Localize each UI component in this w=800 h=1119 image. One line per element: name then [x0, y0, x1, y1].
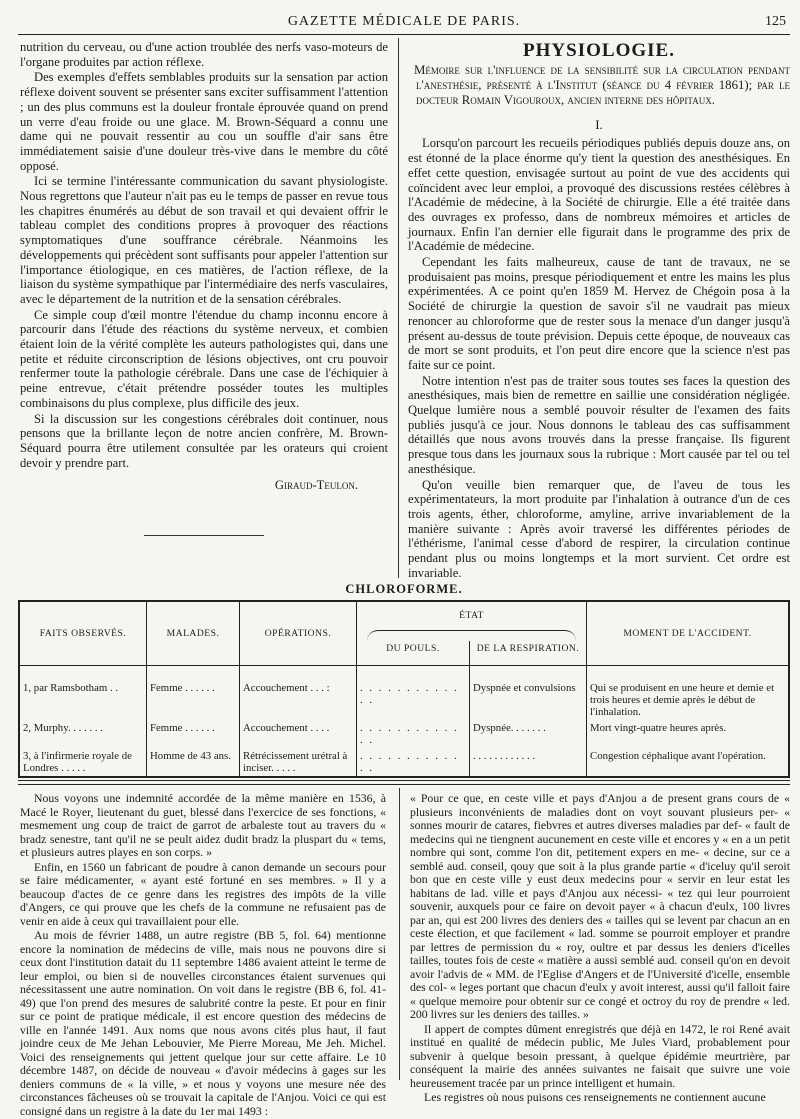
- running-title: GAZETTE MÉDICALE DE PARIS.: [287, 14, 521, 29]
- column-divider: [399, 788, 400, 1080]
- column-divider: [398, 38, 399, 578]
- cell-faits: 3, à l'infirmerie royale de Londres . . . . .: [19, 748, 147, 777]
- feuilleton-rule: [18, 780, 790, 785]
- cell-respiration: Dyspnée et convulsions: [470, 680, 587, 720]
- cell-malades: Femme . . . . . .: [147, 720, 240, 748]
- cell-operations: Accouchement . . . .: [240, 720, 357, 748]
- paragraph: Lorsqu'on parcourt les recueils périodiques publiés depuis douze ans, on est étonné de la place énorme qu'y tient la question des anesthésiques. En effet cette question, envisagée surtout au point de vue des accidents qui coïncident avec leur emploi, a provoqué des discussions restées célèbres à l'Académie de médecine, à la Société de chirurgie. Elle a été traitée dans des ouvrages ex professo, dans de nombreux mémoires et articles de journaux. Enfin l'an dernier elle figurait dans le programme des prix de l'Académie de médecine.: [408, 136, 790, 254]
- paragraph: « Pour ce que, en ceste ville et pays d'Anjou a de present grans cours de « plusieurs inconvénients de maladies dont on voyt souvant plusieurs per- « sonnes mourir de catares, fiebvres et autres diverses maladies par def- « fault de medecins qui ne tiengnent aucunement en ceste ville et encores y « en a un petit nombre qui sont, comme l'on dit, petitement expers en me- « decine, sur ce a semblé aud. conseil, qouy que soit à la plus grande partie « d'iceluy qu'il seroit bon que en ceste ville y eust deux medecins pour « servir en leur estat les habitans de lad. ville et pays d'Anjou aux nécessi- « tez qui leur pourroient souvenir, auxquels pour ce faire on devoit payer « à chacun d'eulx, 100 livres par an, qui est 200 livres des deniers des « tailles qui se levent par chacun an en ceste élection, et que facilement « lad. somme se pourroit employer et prandre par lettres de permission du « roy, oultre et par dessus les deniers d'icelles tailles, toutes fois de ceste « matière a aussi semblé aud. conseil qu'on en devoit avoir l'advis de « MM. de l'Eglise d'Angers et de l'Université d'icelle, ensemble des col- « leges portant que chacun d'eulx y avoit interest, aussi qu'il falloit faire « quelque memoire pour obtenir sur ce congé et octroy du roy de prendre « led. 200 livres sur les deniers des tailles. »: [410, 791, 790, 1021]
- table-row: [19, 748, 789, 777]
- paragraph: Nous voyons une indemnité accordée de la même manière en 1536, à Macé le Royer, lieutenant du guet, blessé dans l'exercice de ses fonctions, « mesmement ung coup de traict de garrot de arbaleste tout au travers du « bradz senestre, tant qu'il ne se peult aidez dudit bradz la pluspart du « tems, et plusieurs autres playes en son corps. »: [20, 791, 386, 859]
- section-title: PHYSIOLOGIE.: [523, 40, 675, 61]
- cell-respiration: . . . . . . . . . . . .: [470, 748, 587, 777]
- table-row: [19, 680, 789, 720]
- right-column-bottom: [410, 792, 790, 1106]
- paragraph: Des exemples d'effets semblables produits sur la sensation par action réflexe doivent souvent se présenter sans exciter suffisamment l'attention ; un des plus communs est la douleur frontale éprouvée quand on prend un verre d'eau froide ou une glace. M. Brown-Séquard a connu une dame qui ne pouvait ressentir au cou un souffle d'air sans être immédiatement saisie d'une douleur très-vive dans le membre du côté opposé.: [20, 70, 388, 173]
- col-header-etat: ÉTAT: [459, 610, 484, 621]
- col-header-pouls: DU POULS.: [357, 641, 470, 666]
- brace-mark: [367, 630, 576, 641]
- cell-moment: Qui se produisent en une heure et demie et trois heures et demie après le début de l'inhalation.: [587, 680, 790, 720]
- col-header-respiration: DE LA RESPIRATION.: [470, 641, 587, 666]
- paragraph: Ici se termine l'intéressante communication du savant physiologiste. Nous regrettons que l'auteur n'ait pas eu le temps de passer en revue tous les chapitres énumérés au début de son travail et qui devaient offrir le tableau complet des conditions propres à provoquer des réactions symptomatiques d'une souffrance cérébrale. Néanmoins les développements qui précèdent sont suffisants pour appeler l'attention sur l'importance étiologique, en ces matières, de l'action réflexe, de la liaison du système sympathique par l'intermédiaire des nerfs vasculaires, avec le département de la nutrition et de la sensation cérébrales.: [20, 174, 388, 306]
- paragraph: Qu'on veuille bien remarquer que, de l'aveu de tous les expérimentateurs, la mort produite par l'inhalation à outrance d'un de ces trois agents, éther, chloroforme, amyline, arrive invariablement de la manière suivante : Après avoir traversé les différentes périodes de l'éthérisme, l'animal cesse d'abord de respirer, la circulation continue pendant plus ou moins longtemps et la mort survient. Cet ordre est invariable.: [408, 477, 790, 580]
- author-signature: Giraud-Teulon.: [274, 478, 358, 493]
- cell-moment: Congestion céphalique avant l'opération.: [587, 748, 790, 777]
- cell-malades: Homme de 43 ans.: [147, 748, 240, 777]
- right-column-top: [408, 40, 790, 582]
- paragraph: Cependant les faits malheureux, cause de tant de travaux, ne se produisaient pas moins, presque périodiquement et entre les mains les plus expérimentées. A ce point qu'en 1859 M. Hervez de Chégoin posa à la Société de chirurgie la question de savoir s'il ne vaudrait pas mieux renoncer au chloroforme que de rester sous la menace d'un danger jusqu'à présent au-dessus de toute prévision. Depuis cette époque, de nouveaux cas de mort se sont produits, et l'on peut dire encore que la science n'est pas faite sur ce point.: [408, 255, 790, 372]
- paragraph: Si la discussion sur les congestions cérébrales doit continuer, nous pensons que la brillante leçon de notre ancien confrère, M. Brown-Séquard pourra être utilement consultée par les orateurs qui croient devoir y prendre part.: [20, 411, 388, 470]
- cell-respiration: Dyspnée. . . . . . .: [470, 720, 587, 748]
- cell-operations: Accouchement . . . :: [240, 680, 357, 720]
- col-header-operations: OPÉRATIONS.: [240, 601, 357, 666]
- paragraph: Enfin, en 1560 un fabricant de poudre à canon demande un secours pour se faire médicamenter, « ayant esté fortuné en ses membres. » Il y a beaucoup d'actes de ce genre dans les registres des impôts de la ville d'Angers, ce qui prouve que les chefs de la commune ne refusaient pas de venir en aide à ceux qui travaillaient pour elle.: [20, 859, 386, 928]
- page-header: [18, 10, 790, 35]
- cell-faits: 1, par Ramsbotham . .: [19, 680, 147, 720]
- cell-pouls: . . . . . . . . . . . . .: [357, 720, 470, 748]
- paragraph: Ce simple coup d'œil montre l'étendue du champ inconnu encore à parcourir dans l'étude des réactions du système nerveux, et combien étaient loin de la vérité complète les auteurs pathologistes qui, dans une petite et réduite circonscription de lésions objectives, ont cru pouvoir renfermer toute la pathologie cérébrale. Dans une case de l'échiquier à peine entrevue, c'était prétendre posséder toutes les multiples combinaisons du plus complexe, plus difficile des jeux.: [20, 307, 388, 410]
- chapter-numeral: I.: [595, 116, 603, 132]
- paragraph: nutrition du cerveau, ou d'une action troublée des nerfs vaso-moteurs de l'organe produites par action réflexe.: [20, 40, 388, 69]
- memoir-heading: Mémoire sur l'influence de la sensibilité sur la circulation pendant l'anesthésie, présenté à l'Institut (séance du 4 février 1861); par le docteur Romain Vigouroux, ancien interne des hôpitaux.: [414, 62, 790, 107]
- cell-faits: 2, Murphy. . . . . . .: [19, 720, 147, 748]
- table-row: [19, 720, 789, 748]
- col-header-moment: MOMENT DE L'ACCIDENT.: [587, 601, 790, 666]
- cell-malades: Femme . . . . . .: [147, 680, 240, 720]
- paragraph: Les registres où nous puisons ces renseignements ne contiennent aucune: [424, 1090, 766, 1104]
- section-divider: [144, 535, 264, 536]
- paragraph: Il appert de comptes dûment enregistrés que déjà en 1472, le roi René avait institué en qualité de médecin public, Me Jules Viard, probablement pour subvenir à quelque besoin pressant, à quelque épidémie meurtrière, par conséquent la mairie des années suivantes ne faisait que suivre une voie heureusement tracée par un prince intelligent et humain.: [410, 1021, 790, 1090]
- paragraph: Au mois de février 1488, un autre registre (BB 5, fol. 64) mentionne encore la nomination de médecins de ville, mais nous ne pouvons dire si ceux dont l'institution datait du 11 septembre 1486 avaient atteint le terme de leur emploi, ou bien si de nouvelles circonstances étaient survenues qui nécessitassent une autre nomination. On voit dans le registre (BB 6, fol. 41-49) que l'on prend des mesures de salubrité contre la peste. Et pour en finir sur ce point de pratique médicale, il est encore question des médecins de ville en l'année 1491. Aux noms que nous avons cités plus haut, il faut joindre ceux de Me Jehan Lebouvier, Me Pierre Moreau, Me Jeh. Michel. Voici des renseignements qui jettent quelque jour sur cette affaire. Le 10 décembre 1487, on décide de nouveau « d'avoir médecins à gages sur les deniers communs de « la ville, » et nous y voyons une mesure née des circonstances fâcheuses où se trouvait la capitale de l'Anjou. Voici ce qui est consigné dans un registre à la date du 1er mai 1493 :: [20, 928, 386, 1118]
- cell-operations: Rétrécissement urétral à inciser. . . . .: [240, 748, 357, 777]
- col-header-faits: FAITS OBSERVÉS.: [19, 601, 147, 666]
- table-title: CHLOROFORME.: [345, 582, 463, 596]
- col-header-etat-group: [357, 601, 587, 641]
- cell-pouls: . . . . . . . . . . . . .: [357, 680, 470, 720]
- paragraph: Notre intention n'est pas de traiter sous toutes ses faces la question des anesthésiques, mais bien de remettre en saillie une considération négligée. Quelque lumière nous a semblé pouvoir résulter de l'examen des faits publiés jusqu'à ce jour. Nous donnons le tableau des cas suffisamment détaillés que nous avons trouvés dans la presse française. Ils figurent presque tous dans les journaux sous la rubrique : Mort causée par tel ou tel anesthésique.: [408, 373, 790, 476]
- newspaper-page: [18, 10, 790, 1118]
- cell-moment: Mort vingt-quatre heures après.: [587, 720, 790, 748]
- chloroform-cases-table: [18, 600, 790, 778]
- cell-pouls: . . . . . . . . . . . . .: [357, 748, 470, 777]
- col-header-malades: MALADES.: [147, 601, 240, 666]
- page-number: 125: [765, 14, 786, 29]
- left-column-top: [20, 40, 388, 536]
- left-column-bottom: [20, 792, 386, 1119]
